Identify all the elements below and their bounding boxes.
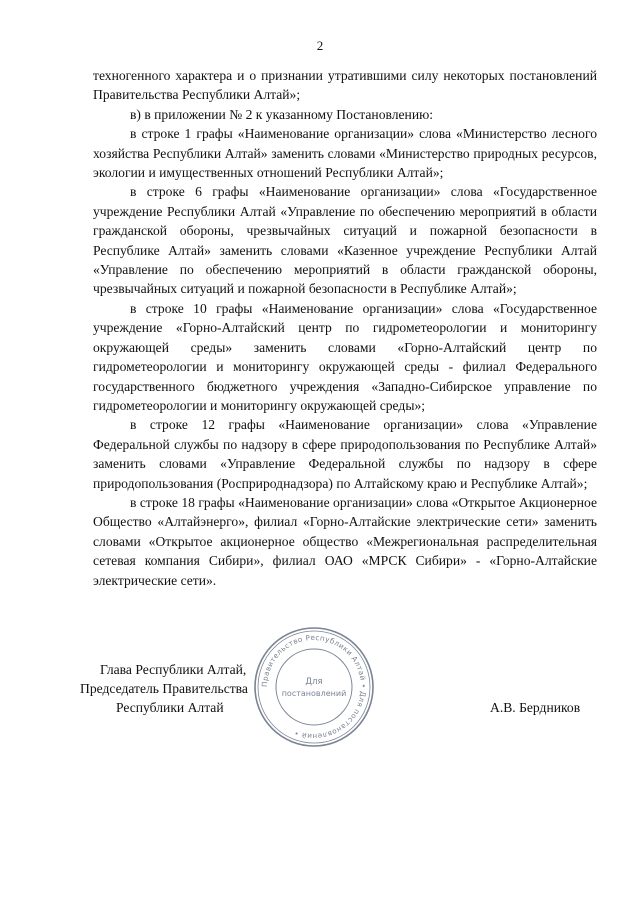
- signatory-name: А.В. Бердников: [490, 700, 581, 715]
- paragraph: в строке 6 графы «Наименование организации» слова «Государственное учреждение Республики Алтай «Управление по обеспечению мероприятий в области гражданской обороны, чрезвычайных ситуаций и пожарной безопасности в Республике Алтай» заменить словами «Казенное учреждение Республики Алтай «Управление по обеспечению мероприятий в области гражданской обороны, чрезвычайных ситуаций и пожарной безопасности в Республике Алтай»;: [93, 184, 597, 297]
- paragraph: в строке 10 графы «Наименование организации» слова «Государственное учреждение «Горно-Алтайский центр по гидрометеорологии и мониторингу окружающей среды» заменить словами «Горно-Алтайский центр по гидрометеорологии и мониторингу окружающей среды - филиал Федерального государственного бюджетного учреждения «Западно-Сибирское управление по гидрометеорологии и мониторингу окружающей среды»;: [93, 300, 597, 413]
- signature-title-line: Глава Республики Алтай,: [100, 662, 247, 677]
- paragraph: техногенного характера и о признании утратившими силу некоторых постановлений Правительства Республики Алтай»;: [93, 68, 597, 103]
- signature-title-line: Республики Алтай: [116, 700, 224, 715]
- document-body: [93, 66, 597, 590]
- official-stamp: [253, 626, 375, 748]
- page-number: 2: [316, 38, 324, 53]
- stamp-center-text: Для: [305, 677, 323, 687]
- paragraph: в строке 12 графы «Наименование организации» слова «Управление Федеральной службы по надзору в сфере природопользования по Республике Алтай» заменить словами «Управление Федеральной службы по надзору в сфере природопользования (Росприроднадзора) по Алтайскому краю и Республике Алтай»;: [93, 417, 597, 491]
- stamp-ring-text: Правительство Республики Алтай • Для постановлений •: [259, 632, 369, 742]
- paragraph: в) в приложении № 2 к указанному Постановлению:: [130, 106, 434, 122]
- signature-title-line: Председатель Правительства: [80, 681, 248, 696]
- stamp-center-text: постановлений: [281, 689, 347, 698]
- paragraph: в строке 1 графы «Наименование организации» слова «Министерство лесного хозяйства Республики Алтай» заменить словами «Министерство природных ресурсов, экологии и имущественных отношений Республики Алтай»;: [93, 126, 597, 181]
- stamp-seal-icon: [253, 626, 375, 748]
- signature-title-block: [80, 660, 248, 717]
- paragraph: в строке 18 графы «Наименование организации» слова «Открытое Акционерное Общество «Алтайэнерго», филиал «Горно-Алтайские электрические сети» заменить словами «Открытое акционерное общество «Межрегиональная распределительная сетевая компания Сибири», филиал ОАО «МРСК Сибири» - «Горно-Алтайские электрические сети».: [93, 494, 597, 588]
